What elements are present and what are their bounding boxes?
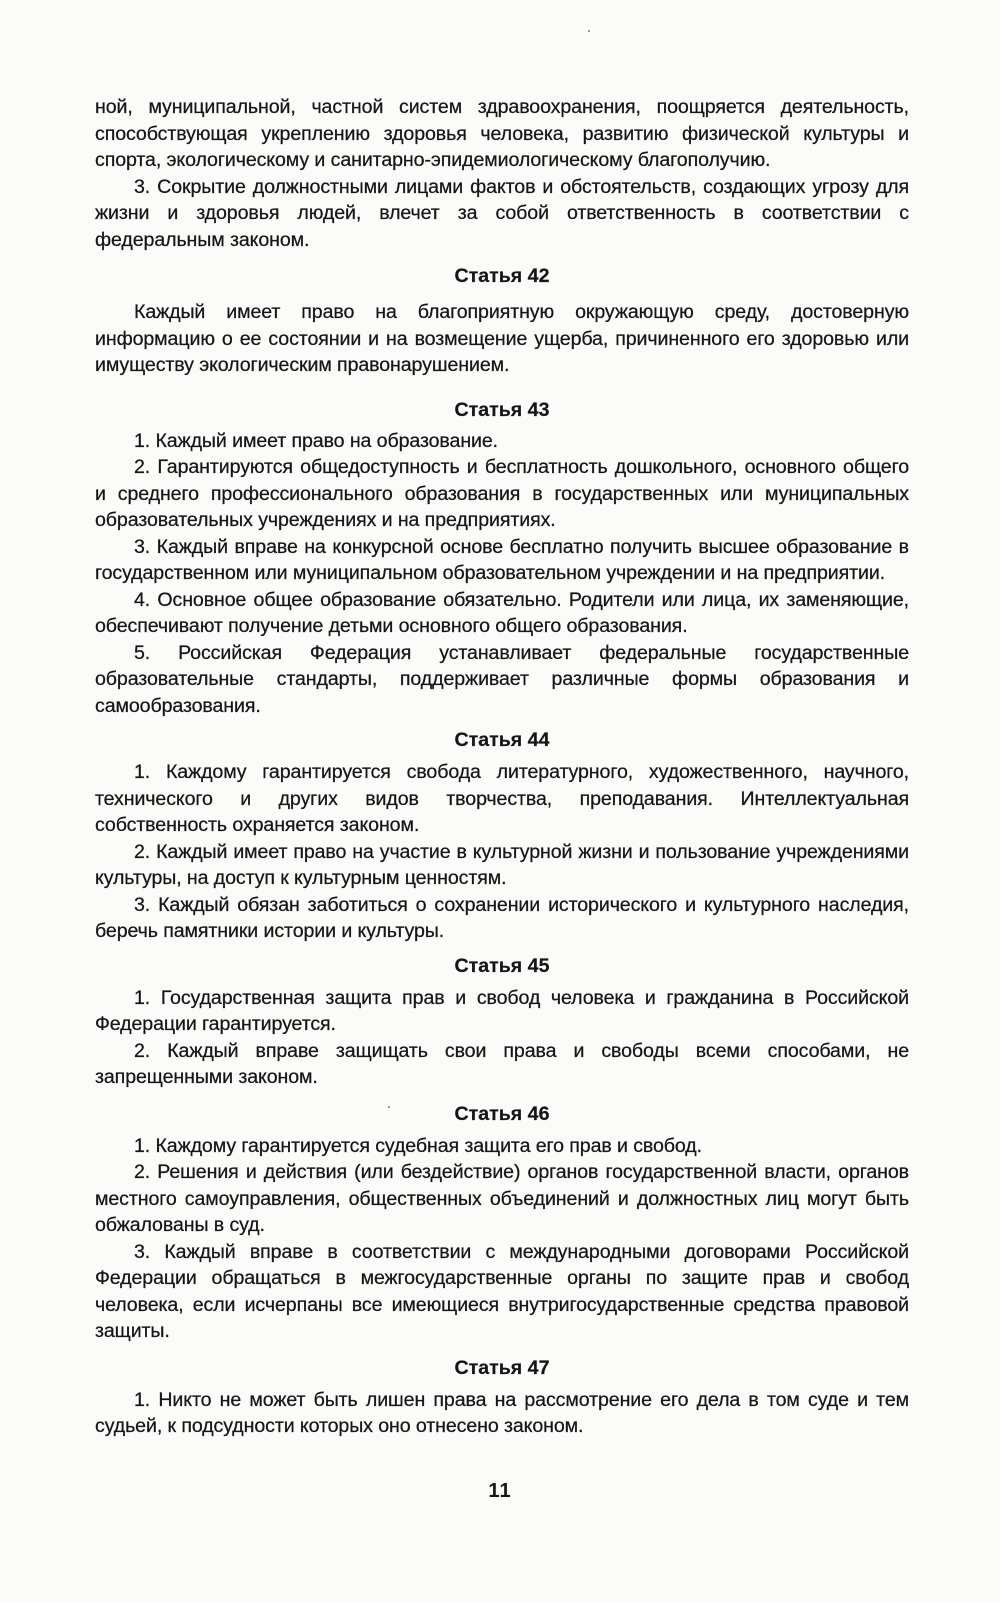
paragraph: 1. Никто не может быть лишен права на рассмотрение его дела в том суде и тем судьей, к подсудности которых оно отнесено законом.	[95, 1388, 909, 1437]
paragraph: ной, муниципальной, частной систем здравоохранения, поощряется деятельность, способствующая укреплению здоровья человека, развитию физической культуры и спорта, экологическому и санитарно-эпидемиологическому благополучию.	[95, 96, 909, 171]
page-number: 11	[488, 1480, 512, 1502]
article-45	[95, 953, 909, 1091]
article-heading: Статья 46	[454, 1102, 550, 1125]
paragraph: 2. Гарантируются общедоступность и бесплатность дошкольного, основного общего и среднего профессионального образования в государственных или муниципальных образовательных учреждениях и на предприятиях.	[95, 456, 909, 531]
paragraph: 1. Каждому гарантируется судебная защита его прав и свобод.	[134, 1134, 702, 1157]
document-page	[95, 94, 909, 1440]
article-44	[95, 727, 909, 945]
article-heading: Статья 45	[454, 954, 550, 977]
paragraph: 3. Каждый вправе в соответствии с международными договорами Российской Федерации обращаться в межгосударственные органы по защите прав и свобод человека, если исчерпаны все имеющиеся внутригосударственные средства правовой защиты.	[95, 1240, 909, 1342]
paragraph: 2. Каждый имеет право на участие в культурной жизни и пользование учреждениями культуры, на доступ к культурным ценностям.	[95, 840, 909, 889]
paragraph: 2. Решения и действия (или бездействие) органов государственной власти, органов местного самоуправления, общественных объединений и должностных лиц могут быть обжалованы в суд.	[95, 1161, 909, 1236]
paragraph: 3. Каждый вправе на конкурсной основе бесплатно получить высшее образование в государственном или муниципальном образовательном учреждении и на предприятии.	[95, 535, 909, 584]
article-42	[95, 263, 909, 379]
paragraph: 1. Каждому гарантируется свобода литературного, художественного, научного, технического и других видов творчества, преподавания. Интеллектуальная собственность охраняется законом.	[95, 761, 909, 836]
article-heading: Статья 44	[454, 729, 550, 751]
paragraph: 2. Каждый вправе защищать свои права и свободы всеми способами, не запрещенными законом.	[95, 1039, 909, 1088]
paragraph: 1. Каждый имеет право на образование.	[134, 429, 499, 452]
scan-speck	[588, 30, 590, 32]
article-heading: Статья 43	[454, 398, 550, 421]
paragraph: 5. Российская Федерация устанавливает федеральные государственные образовательные стандарты, поддерживает различные формы образования и самообразования.	[95, 641, 909, 717]
paragraph: 4. Основное общее образование обязательно. Родители или лица, их заменяющие, обеспечивают получение детьми основного общего образования.	[95, 588, 909, 637]
article-46	[95, 1101, 909, 1345]
article-47	[95, 1355, 909, 1440]
paragraph: 3. Каждый обязан заботиться о сохранении исторического и культурного наследия, беречь памятники истории и культуры.	[95, 893, 909, 942]
paragraph: Каждый имеет право на благоприятную окружающую среду, достоверную информацию о ее состоянии и на возмещение ущерба, причиненного его здоровью или имуществу экологическим правонарушением.	[95, 301, 909, 376]
article-heading: Статья 47	[454, 1356, 550, 1379]
paragraph: 1. Государственная защита прав и свобод человека и гражданина в Российской Федерации гарантируется.	[95, 986, 909, 1035]
article-heading: Статья 42	[454, 265, 550, 287]
article-43	[95, 397, 909, 720]
paragraph: 3. Сокрытие должностными лицами фактов и обстоятельств, создающих угрозу для жизни и здоровья людей, влечет за собой ответственность в соответствии с федеральным законом.	[95, 175, 909, 251]
scan-speck	[388, 1106, 390, 1108]
